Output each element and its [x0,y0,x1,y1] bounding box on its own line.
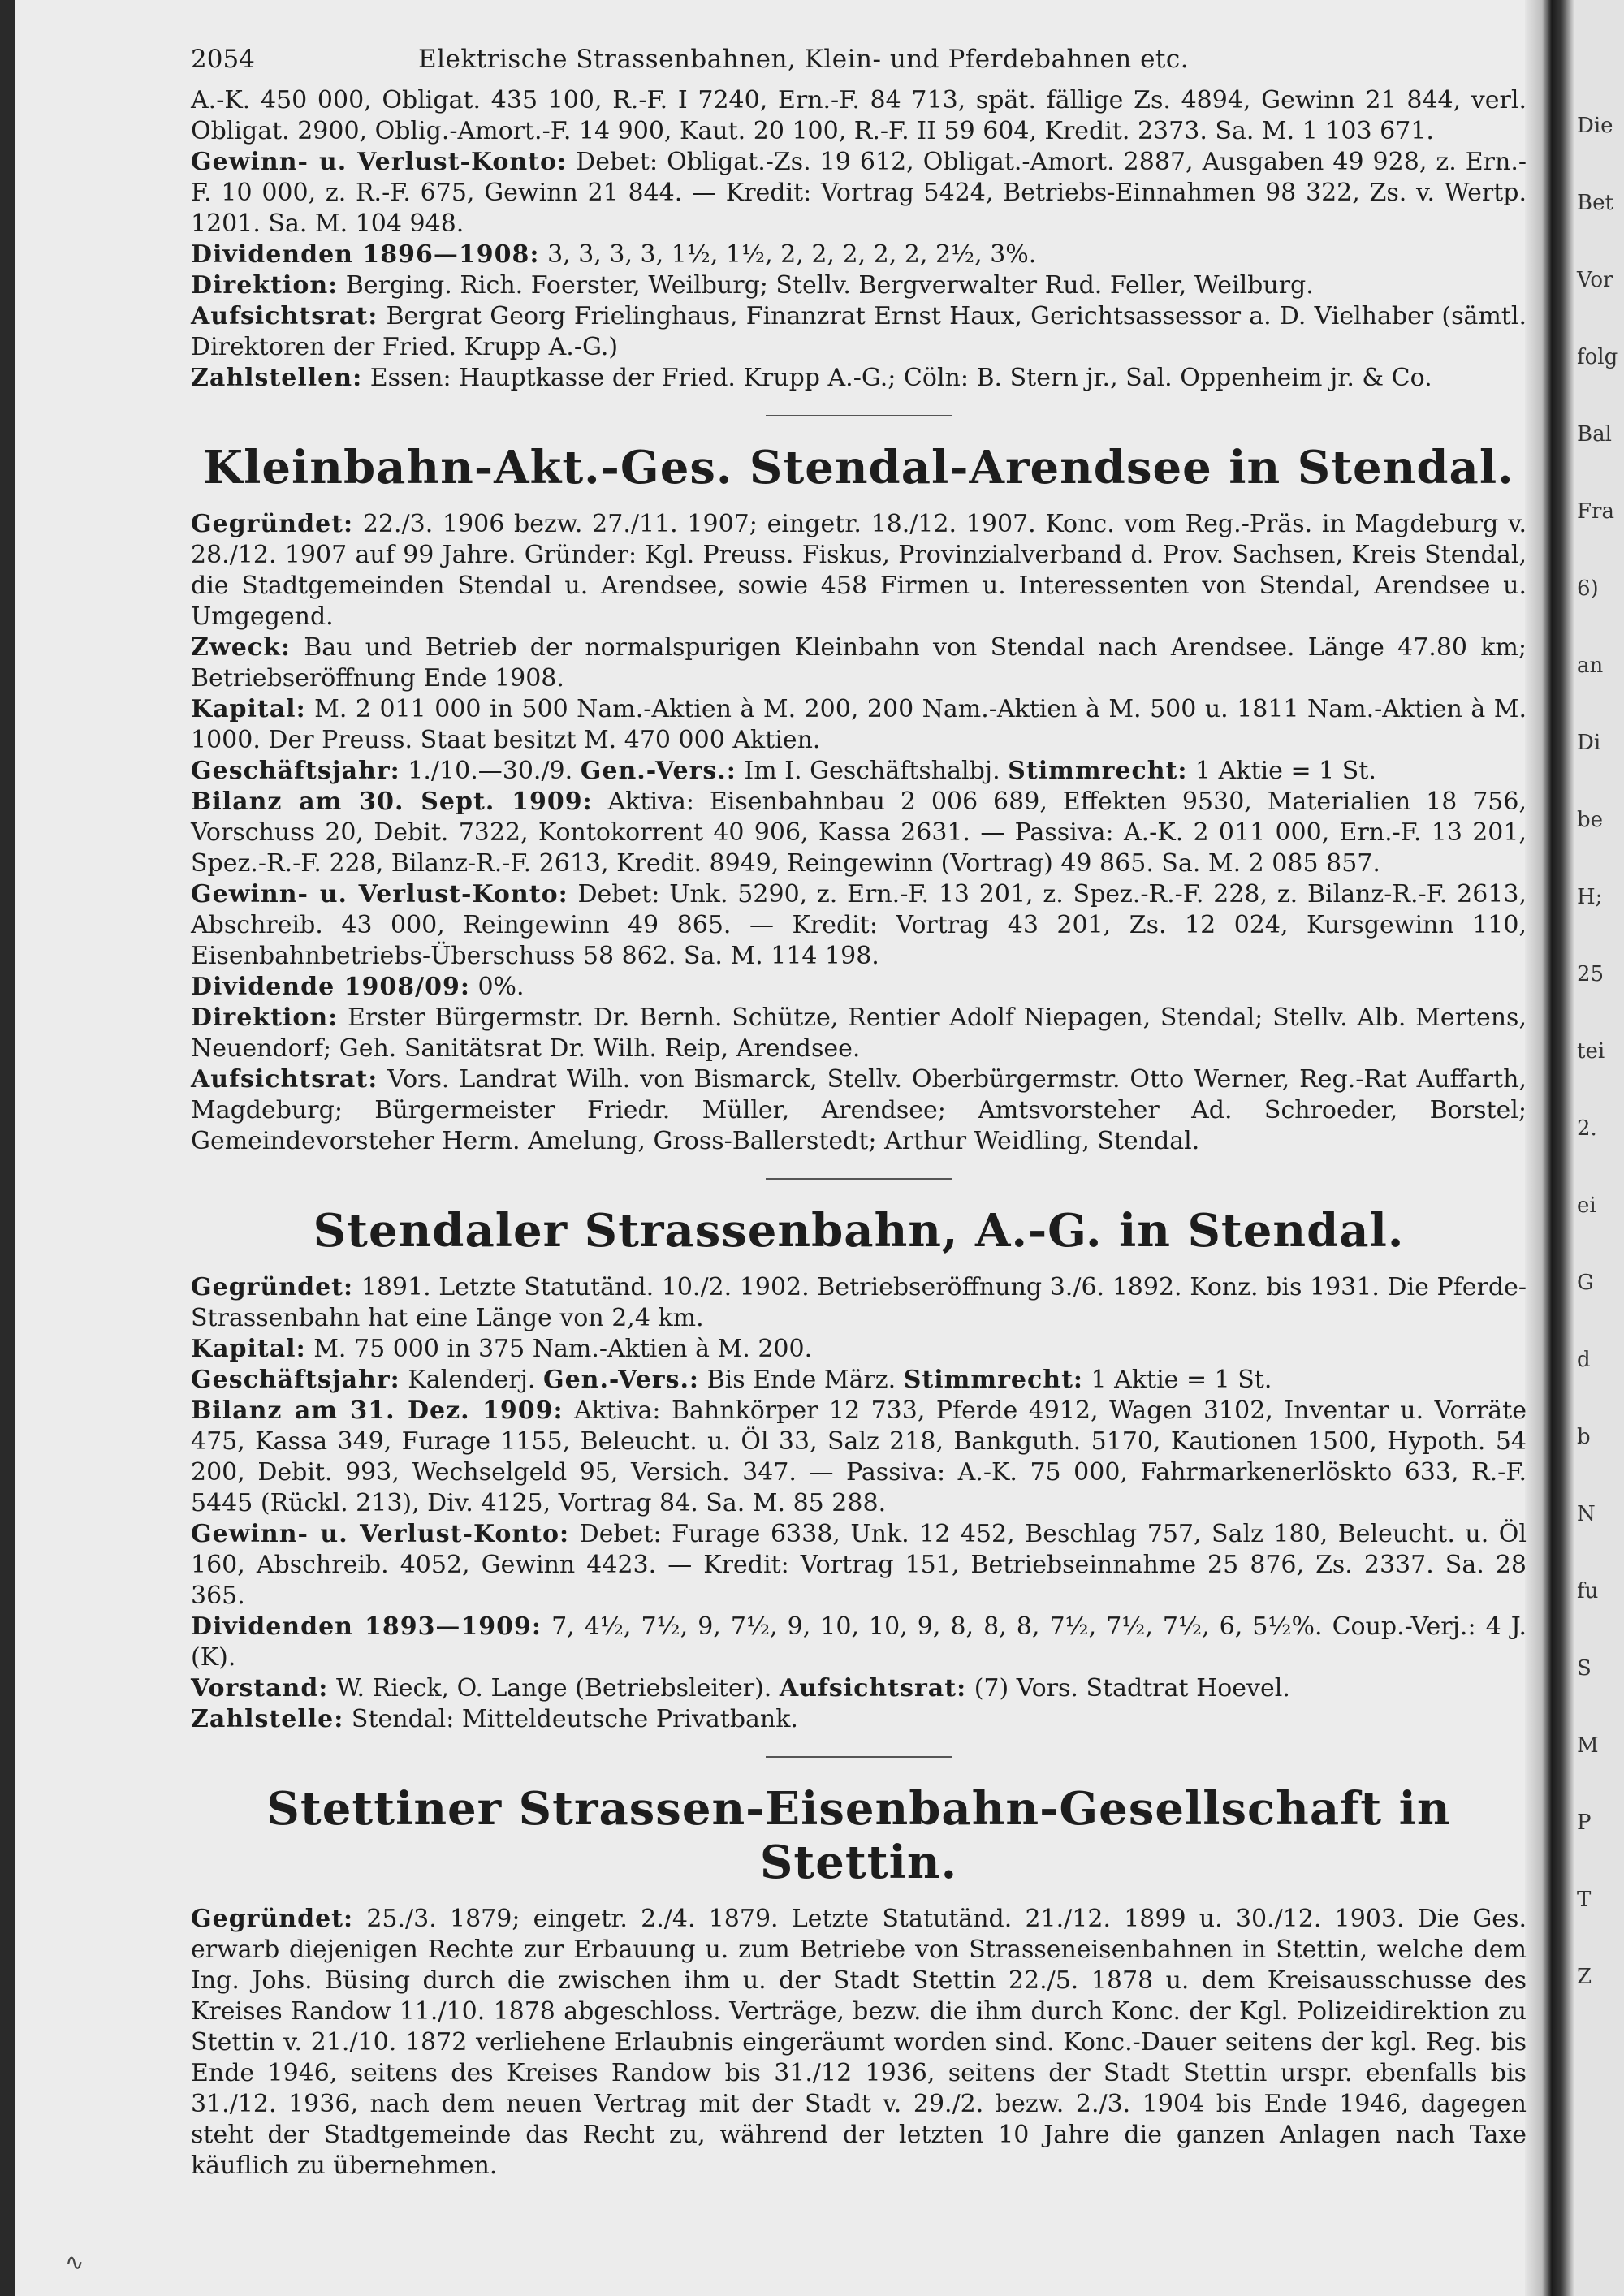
field-text: M. 2 011 000 in 500 Nam.-Aktien à M. 200, 200 Nam.-Aktien à M. 500 u. 1811 Nam.-Aktien à M. 1000. Der Preuss. Staat besitzt M. 470 000 Aktien. [191,695,1527,754]
entry-paragraph [191,509,1527,632]
adjacent-page-text: Fra [1577,499,1614,524]
field-text: Bau und Betrieb der normalspurigen Kleinbahn von Stendal nach Arendsee. Länge 47.80 km; Betriebseröffnung Ende 1908. [191,633,1527,693]
entry-paragraph [191,1904,1527,2182]
field-label: Direktion: [191,271,339,300]
entries [191,415,1527,2182]
entry-paragraph [191,1396,1527,1519]
field-text: M. 75 000 in 375 Nam.-Aktien à M. 200. [313,1335,813,1363]
adjacent-page-text: 6) [1577,576,1599,601]
entry-paragraph [191,1704,1527,1735]
field-label: Dividende 1908/09: [191,973,470,1001]
field-label: Kapital: [191,695,306,723]
page-edge-left [0,0,15,2296]
entry-paragraph [191,694,1527,756]
field-label: Zweck: [191,633,291,662]
document-page [191,45,1527,2182]
field-label: Geschäftsjahr: [191,1366,400,1394]
company-entry [191,1272,1527,1735]
book-gutter [1525,0,1574,2296]
entry-paragraph [191,1003,1527,1064]
adjacent-page-text: Die [1577,114,1613,138]
field-text: 25./3. 1879; eingetr. 2./4. 1879. Letzte Statutänd. 21./12. 1899 u. 30./12. 1903. Die Ges. erwarb diejenigen Rechte zur Erbauung u. zum Betriebe von Strasseneisenbahnen in Stettin, welche dem Ing. Johs. Büsing durch die zwischen ihm u. der Stadt Stettin 22./5. 1878 u. dem Kreisausschusse des Kreises Randow 11./10. 1878 abgeschloss. Verträge, bezw. die ihm durch Konc. der Kgl. Polizeidirektion zu Stettin v. 21./10. 1872 verliehene Erlaubnis eingeräumt worden sind. Konc.-Dauer seitens der kgl. Reg. bis Ende 1946, seitens des Kreises Randow bis 31./12 1936, seitens der Stadt Stettin urspr. ebenfalls bis 31./12. 1936, nach dem neuen Vertrag mit der Stadt v. 29./2. bezw. 2./3. 1904 bis Ende 1946, dagegen steht der Stadtgemeinde das Recht zu, während der letzten 10 Jahre die ganzen Anlagen nach Taxe käuflich zu übernehmen. [191,1905,1527,2180]
adjacent-page-text: Bet [1577,191,1613,215]
section-divider [766,1756,952,1758]
field-label: Bilanz am 30. Sept. 1909: [191,788,593,816]
adjacent-page-text: Bal [1577,422,1612,447]
adjacent-page-text: 25 [1577,962,1605,986]
field-text: Erster Bürgermstr. Dr. Bernh. Schütze, Rentier Adolf Niepagen, Stendal; Stellv. Alb. Mertens, Neuendorf; Geh. Sanitätsrat Dr. Wilh. Reip, Arendsee. [191,1003,1527,1063]
field-text: Vors. Landrat Wilh. von Bismarck, Stellv. Oberbürgermstr. Otto Werner, Reg.-Rat Auffarth, Magdeburg; Bürgermeister Friedr. Müller, Arendsee; Amtsvorsteher Ad. Schroeder, Borstel; Gemeindevorsteher Herm. Amelung, Gross-Ballerstedt; Arthur Weidling, Stendal. [191,1065,1527,1155]
field-text: A.-K. 450 000, Obligat. 435 100, R.-F. I 7240, Ern.-F. 84 713, spät. fällige Zs. 4894, Gewinn 21 844, verl. Obligat. 2900, Oblig.-Amort.-F. 14 900, Kaut. 20 100, R.-F. II 59 604, Kredit. 2373. Sa. M. 1 103 671. [191,86,1527,145]
field-text: Aktiva: Eisenbahnbau 2 006 689, Effekten 9530, Materialien 18 756, Vorschuss 20, Debit. 7322, Kontokorrent 40 906, Kassa 2631. — Passiva: A.-K. 2 011 000, Ern.-F. 13 201, Spez.-R.-F. 228, Bilanz-R.-F. 2613, Kredit. 8949, Reingewinn (Vortrag) 49 865. Sa. M. 2 085 857. [191,788,1527,878]
field-label: Gegründet: [191,1905,354,1933]
adjacent-page-text: b [1577,1425,1591,1449]
field-text: 3, 3, 3, 3, 1½, 1½, 2, 2, 2, 2, 2, 2½, 3%. [547,240,1037,269]
field-label: Gegründet: [191,510,354,538]
field-label: Dividenden 1893—1909: [191,1612,542,1641]
field-text: Bis Ende März. [706,1366,896,1394]
company-heading: Kleinbahn-Akt.-Ges. Stendal-Arendsee in Stendal. [203,441,1514,494]
adjacent-page-text: Vor [1577,268,1613,292]
running-head [191,45,1527,85]
field-text: Im I. Geschäftshalbj. [744,757,1000,785]
entry-paragraph [191,879,1527,972]
section-divider [766,1178,952,1180]
field-label: Zahlstelle: [191,1705,344,1733]
company-entry [191,509,1527,1157]
adjacent-page-text: N [1577,1502,1596,1526]
adjacent-page-text: H; [1577,885,1603,909]
company-entry [191,1904,1527,2182]
field-text: Kalenderj. [408,1366,536,1394]
entry-paragraph [191,1365,1527,1396]
page-number: 2054 [191,45,255,74]
entry-paragraph [191,1673,1527,1704]
field-label: Aufsichtsrat: [191,302,378,330]
field-text: Debet: Unk. 5290, z. Ern.-F. 13 201, z. Spez.-R.-F. 228, z. Bilanz-R.-F. 2613, Abschreib. 43 000, Reingewinn 49 865. — Kredit: Vortrag 43 201, Zs. 12 024, Kursgewinn 110, Eisenbahnbetriebs-Überschuss 58 862. Sa. M. 114 198. [191,880,1527,970]
field-label: Kapital: [191,1335,306,1363]
field-label: Stimmrecht: [903,1366,1083,1394]
field-label: Geschäftsjahr: [191,757,400,785]
section-divider [766,415,952,416]
footer-mark: ∿ [65,2249,84,2276]
field-text: 7, 4½, 7½, 9, 7½, 9, 10, 10, 9, 8, 8, 8, 7½, 7½, 7½, 6, 5½%. Coup.-Verj.: 4 J. (K). [191,1612,1527,1672]
field-text: 1./10.—30./9. [408,757,573,785]
field-label: Bilanz am 31. Dez. 1909: [191,1396,564,1425]
company-heading: Stendaler Strassenbahn, A.-G. in Stendal. [313,1204,1405,1258]
field-text: 1 Aktie = 1 St. [1195,757,1376,785]
field-text: Bergrat Georg Frielinghaus, Finanzrat Ernst Haux, Gerichtsassessor a. D. Vielhaber (sämtl. Direktoren der Fried. Krupp A.-G.) [191,302,1527,361]
field-label: Aufsichtsrat: [779,1674,967,1703]
field-label: Zahlstellen: [191,364,363,392]
field-label: Aufsichtsrat: [191,1065,378,1094]
field-text: 22./3. 1906 bezw. 27./11. 1907; eingetr. 18./12. 1907. Konc. vom Reg.-Präs. in Magdeburg v. 28./12. 1907 auf 99 Jahre. Gründer: Kgl. Preuss. Fiskus, Provinzialverband d. Prov. Sachsen, Kreis Stendal, die Stadtgemeinden Stendal u. Arendsee, sowie 458 Firmen u. Interessenten von Stendal, Arendsee u. Umgegend. [191,510,1527,631]
entry-paragraph [191,1519,1527,1612]
field-text: Aktiva: Bahnkörper 12 733, Pferde 4912, Wagen 3102, Inventar u. Vorräte 475, Kassa 349, Furage 1155, Beleucht. u. Öl 33, Salz 218, Bankguth. 5170, Kautionen 1500, Hypoth. 54 200, Debit. 993, Wechselgeld 95, Versich. 347. — Passiva: A.-K. 75 000, Fahrmarkenerlöskto 633, R.-F. 5445 (Rückl. 213), Div. 4125, Vortrag 84. Sa. M. 85 288. [191,1396,1527,1517]
field-label: Gewinn- u. Verlust-Konto: [191,148,568,176]
adjacent-page-text: Di [1577,731,1601,755]
field-label: Direktion: [191,1003,339,1032]
field-label: Dividenden 1896—1908: [191,240,540,269]
company-heading: Stettiner Strassen-Eisenbahn-Gesellschaft in Stettin. [266,1782,1451,1889]
entry-paragraph [191,301,1527,363]
entry-paragraph [191,756,1527,787]
field-label: Vorstand: [191,1674,329,1703]
entry-paragraph [191,1272,1527,1334]
field-label: Gewinn- u. Verlust-Konto: [191,1520,570,1548]
entry-paragraph [191,240,1527,270]
adjacent-page-text: be [1577,808,1604,832]
adjacent-page-text: G [1577,1271,1594,1295]
entry-paragraph [191,1334,1527,1365]
field-text: 1 Aktie = 1 St. [1091,1366,1272,1394]
entry-paragraph [191,363,1527,394]
field-text: (7) Vors. Stadtrat Hoevel. [974,1674,1290,1703]
adjacent-page-text: Z [1577,1965,1592,1989]
adjacent-page-text: S [1577,1656,1592,1681]
field-text: Debet: Furage 6338, Unk. 12 452, Beschlag 757, Salz 180, Beleucht. u. Öl 160, Abschreib. 4052, Gewinn 4423. — Kredit: Vortrag 151, Betriebseinnahme 25 876, Zs. 2337. Sa. 28 365. [191,1520,1527,1610]
field-text: W. Rieck, O. Lange (Betriebsleiter). [335,1674,772,1703]
field-text: Debet: Obligat.-Zs. 19 612, Obligat.-Amort. 2887, Ausgaben 49 928, z. Ern.-F. 10 000, z. R.-F. 675, Gewinn 21 844. — Kredit: Vortrag 5424, Betriebs-Einnahmen 98 322, Zs. v. Wertp. 1201. Sa. M. 104 948. [191,148,1527,238]
field-label: Stimmrecht: [1008,757,1188,785]
running-title: Elektrische Strassenbahnen, Klein- und Pferdebahnen etc. [418,45,1190,74]
adjacent-page-text: P [1577,1810,1592,1835]
adjacent-page-text: d [1577,1348,1591,1372]
adjacent-page-text: folg [1577,345,1618,369]
field-text: Stendal: Mitteldeutsche Privatbank. [351,1705,798,1733]
adjacent-page-text: T [1577,1888,1592,1912]
adjacent-page-text: 2. [1577,1116,1597,1141]
field-text: Essen: Hauptkasse der Fried. Krupp A.-G.; Cöln: B. Stern jr., Sal. Oppenheim jr. & Co. [369,364,1432,392]
continued-entry [191,85,1527,394]
field-text: 1891. Letzte Statutänd. 10./2. 1902. Betriebseröffnung 3./6. 1892. Konz. bis 1931. Die Pferde-Strassenbahn hat eine Länge von 2,4 km. [191,1273,1527,1332]
entry-paragraph [191,85,1527,147]
entry-paragraph [191,632,1527,694]
field-label: Gegründet: [191,1273,354,1301]
adjacent-page-text: tei [1577,1039,1605,1064]
entry-paragraph [191,270,1527,301]
entry-paragraph [191,787,1527,879]
field-text: Berging. Rich. Foerster, Weilburg; Stellv. Bergverwalter Rud. Feller, Weilburg. [345,271,1314,300]
adjacent-page-fragment [1574,0,1624,2296]
adjacent-page-text: M [1577,1733,1599,1758]
field-label: Gen.-Vers.: [580,757,736,785]
adjacent-page-text: ei [1577,1193,1596,1218]
entry-paragraph [191,1612,1527,1673]
entry-paragraph [191,147,1527,240]
adjacent-page-text: an [1577,654,1604,678]
entry-paragraph [191,1064,1527,1157]
field-label: Gewinn- u. Verlust-Konto: [191,880,568,908]
adjacent-page-text: fu [1577,1579,1599,1603]
entry-paragraph [191,972,1527,1003]
field-text: 0%. [477,973,525,1001]
field-label: Gen.-Vers.: [542,1366,700,1394]
